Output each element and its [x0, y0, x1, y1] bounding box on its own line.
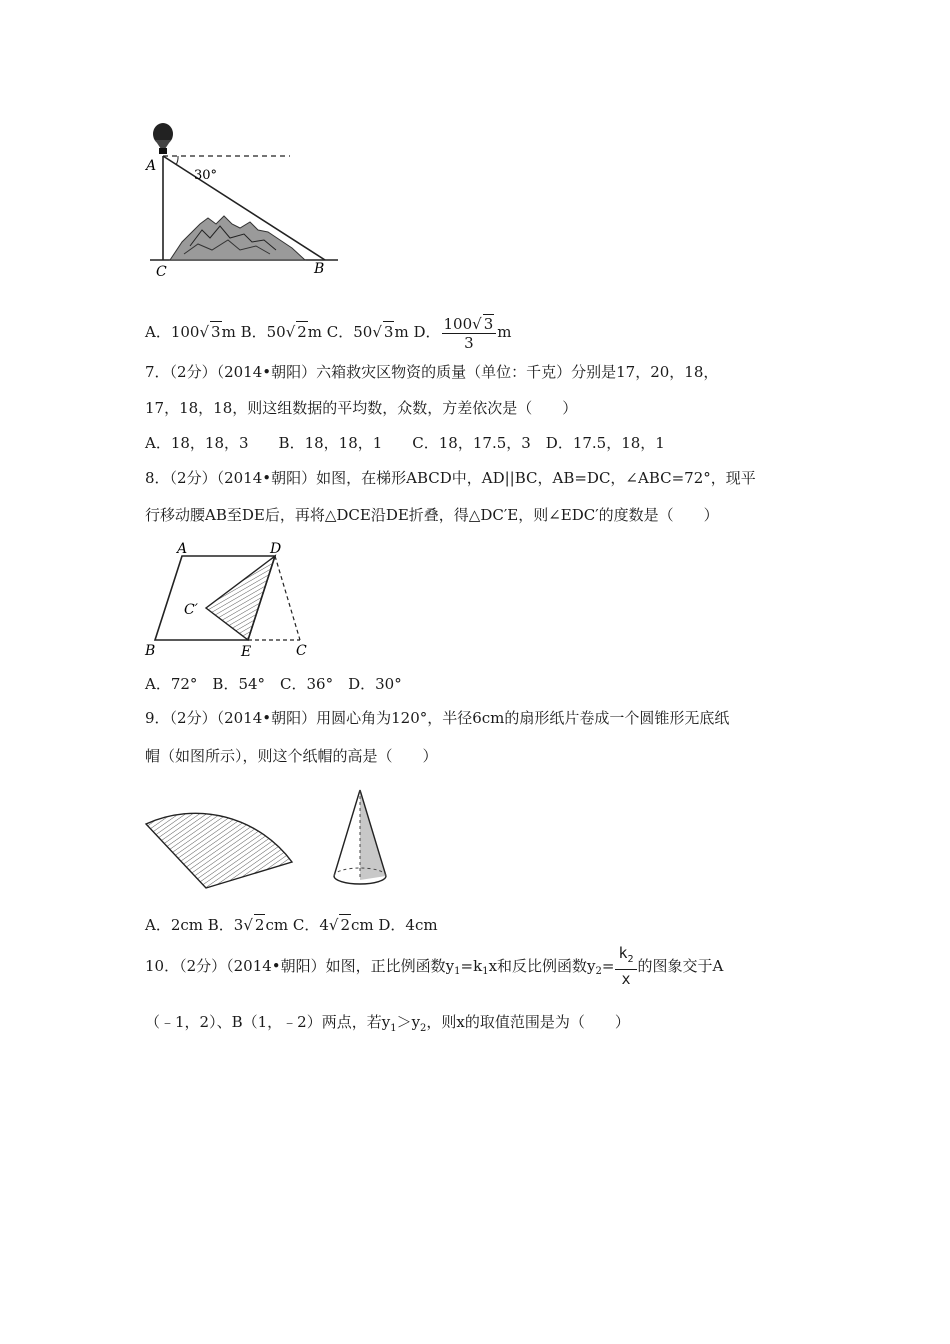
balloon-icon — [153, 123, 173, 154]
q7-line1: 7．（2分）（2014•朝阳）六箱救灾区物资的质量（单位：千克）分别是17，20，18， — [145, 363, 719, 381]
q10-sub: 1 — [482, 966, 489, 977]
q8-label-c-prime: C′ — [184, 602, 198, 618]
q10-text-c: x和反比例函数y — [488, 957, 596, 975]
sqrt-sign: √ 2 — [328, 916, 350, 934]
q10-frac-den: x — [621, 970, 631, 988]
q10-text-g: ＞y — [396, 1013, 421, 1031]
q6-option-b-prefix: m B．50 — [221, 323, 286, 341]
q8-line1: 8．（2分）（2014•朝阳）如图，在梯形ABCD中，AD||BC，AB=DC，∠ABC=72°，现平 — [145, 469, 756, 487]
q6-option-c-prefix: m C．50 — [307, 323, 373, 341]
q10-text-d: = — [601, 957, 615, 975]
q10-fraction — [615, 944, 636, 988]
q8-label-c: C — [296, 643, 307, 659]
q10-frac-sub: 2 — [627, 954, 634, 965]
q9-sector-figure — [140, 782, 300, 894]
q10-frac-num: k — [618, 944, 628, 962]
q10-text-b: =k — [460, 957, 483, 975]
q10-sub: 1 — [454, 966, 461, 977]
q6-label-angle: 30° — [194, 168, 218, 183]
q6-option-d-prefix: m D． — [394, 323, 441, 341]
q9-option-c-radicand: 2 — [340, 916, 350, 934]
q10-text-e: 的图象交于A — [637, 957, 724, 975]
q10-text-f: （﹣1，2）、B（1，﹣2）两点，若y — [145, 1013, 391, 1031]
q10-sub: 2 — [420, 1023, 427, 1034]
q8-figure — [140, 538, 320, 664]
q6-figure — [140, 120, 350, 280]
sqrt-sign: √ 3 — [199, 323, 221, 341]
q10-text-a: 10．（2分）（2014•朝阳）如图，正比例函数y — [145, 957, 455, 975]
q8-line2: 行移动腰AB至DE后，再将△DCE沿DE折叠，得△DC′E，则∠EDC′的度数是（ ） — [145, 506, 719, 524]
q8-label-a: A — [177, 541, 188, 557]
q6-option-d-radicand: 3 — [483, 315, 494, 333]
q10-line2 — [145, 1012, 630, 1039]
q10-sub: 1 — [390, 1023, 397, 1034]
q6-label-c: C — [156, 264, 167, 280]
q7-options: A．18，18，3 B．18，18，1 C．18，17.5，3 D．17.5，18，1 — [145, 434, 665, 452]
q9-line1: 9．（2分）（2014•朝阳）用圆心角为120°，半径6cm的扇形纸片卷成一个圆锥形无底纸 — [145, 709, 730, 727]
q6-option-a-prefix: A．100 — [145, 323, 200, 341]
q7-line2: 17，18，18，则这组数据的平均数，众数，方差依次是（ ） — [145, 399, 578, 417]
sqrt-sign: √ 2 — [285, 323, 307, 341]
q10-text-h: ，则x的取值范围是为（ ） — [426, 1013, 630, 1031]
sqrt-sign: √ 3 — [372, 323, 394, 341]
q9-options — [145, 914, 438, 935]
q10-line1 — [145, 944, 723, 988]
q9-option-d: cm D．4cm — [350, 916, 438, 934]
q6-option-d-den: 3 — [464, 334, 474, 352]
sqrt-sign: √ 2 — [243, 916, 265, 934]
q6-option-c-radicand: 3 — [383, 323, 394, 341]
q6-option-d-unit: m — [497, 323, 512, 341]
q8-label-b: B — [145, 643, 156, 659]
q6-option-b-radicand: 2 — [297, 323, 307, 341]
q10-sub: 2 — [595, 966, 602, 977]
q6-options — [145, 314, 511, 352]
q6-label-b: B — [314, 261, 325, 277]
q9-option-b-radicand: 2 — [254, 916, 265, 934]
q6-option-a-radicand: 3 — [211, 323, 221, 341]
q8-label-e: E — [241, 644, 252, 660]
mountain-icon — [170, 216, 305, 260]
q6-option-d-fraction: $\frac{100√ 3}{3}$ — [442, 314, 497, 352]
q8-label-d: D — [270, 541, 282, 557]
q9-line2: 帽（如图所示），则这个纸帽的高是（ ） — [145, 747, 438, 765]
q9-option-c-prefix: cm C．4 — [265, 916, 329, 934]
q8-options: A．72° B．54° C．36° D．30° — [145, 675, 402, 693]
q9-option-ab-prefix: A．2cm B．3 — [145, 916, 244, 934]
q9-cone-figure — [328, 784, 408, 894]
q6-label-a: A — [146, 158, 157, 174]
q6-option-d-num: 100 — [443, 315, 473, 333]
